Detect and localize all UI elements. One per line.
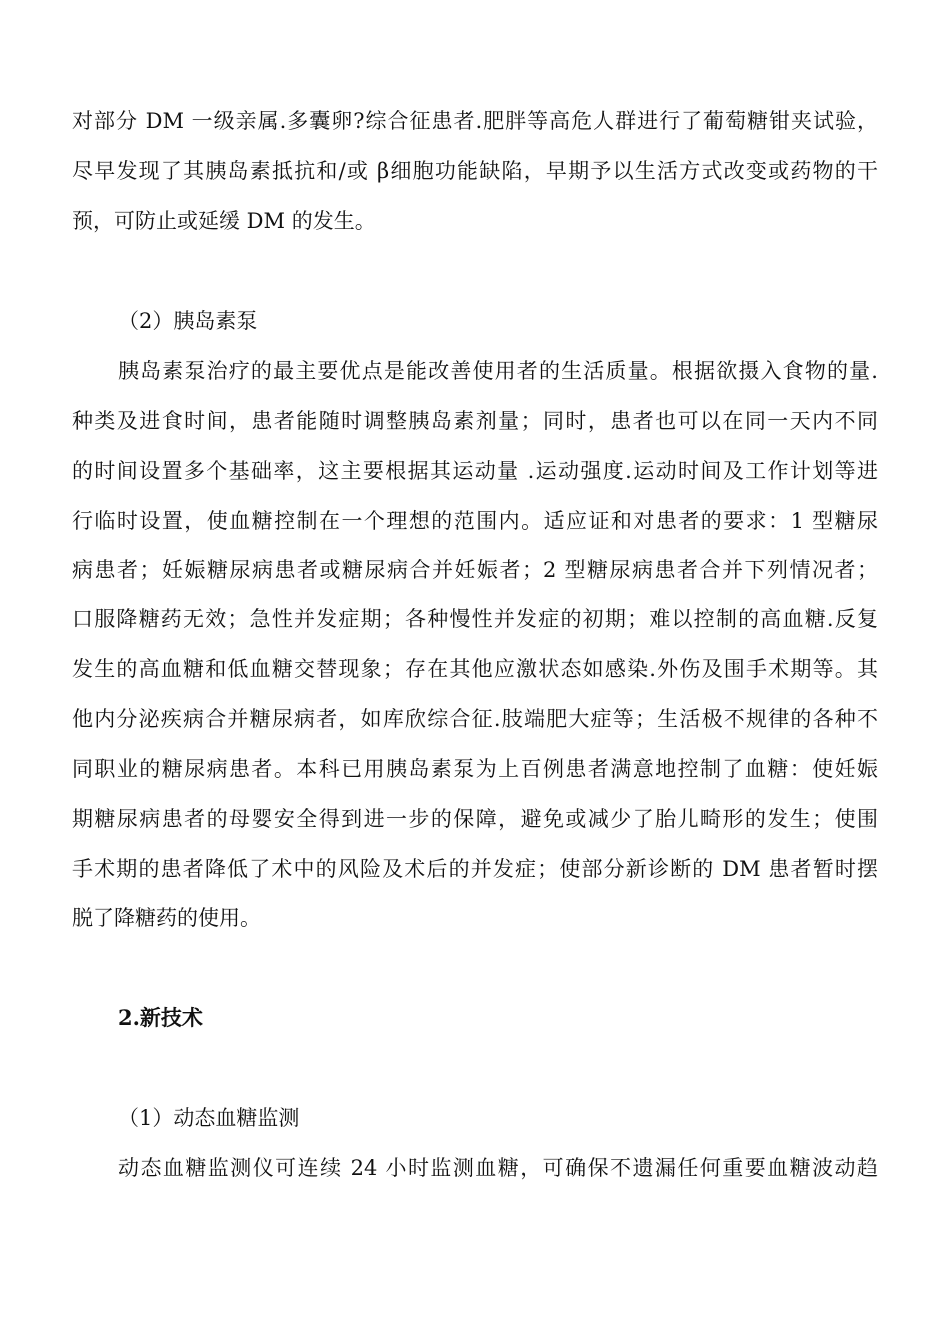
intro-line-2: 尽早发现了其胰岛素抵抗和/或 β细胞功能缺陷，早期予以生活方式改变或药物的干 (72, 159, 878, 183)
intro-line-3: 预，可防止或延缓 DM 的发生。 (72, 209, 376, 233)
section-heading-insulin-pump: （2）胰岛素泵 (118, 309, 258, 333)
insulin-pump-line-9: 同职业的糖尿病患者。本科已用胰岛素泵为上百例患者满意地控制了血糖：使妊娠 (72, 757, 878, 781)
section-heading-cgm: （1）动态血糖监测 (118, 1106, 300, 1130)
section-heading-new-tech: 2.新技术 (118, 1005, 203, 1030)
insulin-pump-line-7: 发生的高血糖和低血糖交替现象；存在其他应激状态如感染.外伤及围手术期等。其 (72, 657, 878, 681)
cgm-line-1: 动态血糖监测仪可连续 24 小时监测血糖，可确保不遗漏任何重要血糖波动趋 (118, 1156, 878, 1180)
insulin-pump-line-2: 种类及进食时间，患者能随时调整胰岛素剂量；同时，患者也可以在同一天内不同 (72, 409, 878, 433)
insulin-pump-line-11: 手术期的患者降低了术中的风险及术后的并发症；使部分新诊断的 DM 患者暂时摆 (72, 857, 878, 881)
insulin-pump-line-3: 的时间设置多个基础率，这主要根据其运动量 .运动强度.运动时间及工作计划等进 (72, 459, 878, 483)
insulin-pump-line-1: 胰岛素泵治疗的最主要优点是能改善使用者的生活质量。根据欲摄入食物的量. (118, 359, 878, 383)
intro-line-1: 对部分 DM 一级亲属.多囊卵?综合征患者.肥胖等高危人群进行了葡萄糖钳夹试验， (72, 109, 878, 133)
insulin-pump-line-8: 他内分泌疾病合并糖尿病者，如库欣综合征.肢端肥大症等；生活极不规律的各种不 (72, 707, 878, 731)
insulin-pump-line-6: 口服降糖药无效；急性并发症期；各种慢性并发症的初期；难以控制的高血糖.反复 (72, 607, 878, 631)
insulin-pump-line-5: 病患者；妊娠糖尿病患者或糖尿病合并妊娠者；2 型糖尿病患者合并下列情况者； (72, 558, 878, 582)
insulin-pump-line-4: 行临时设置，使血糖控制在一个理想的范围内。适应证和对患者的要求：1 型糖尿 (72, 509, 878, 533)
insulin-pump-line-12: 脱了降糖药的使用。 (72, 906, 261, 930)
insulin-pump-line-10: 期糖尿病患者的母婴安全得到进一步的保障，避免或减少了胎儿畸形的发生；使围 (72, 807, 878, 831)
